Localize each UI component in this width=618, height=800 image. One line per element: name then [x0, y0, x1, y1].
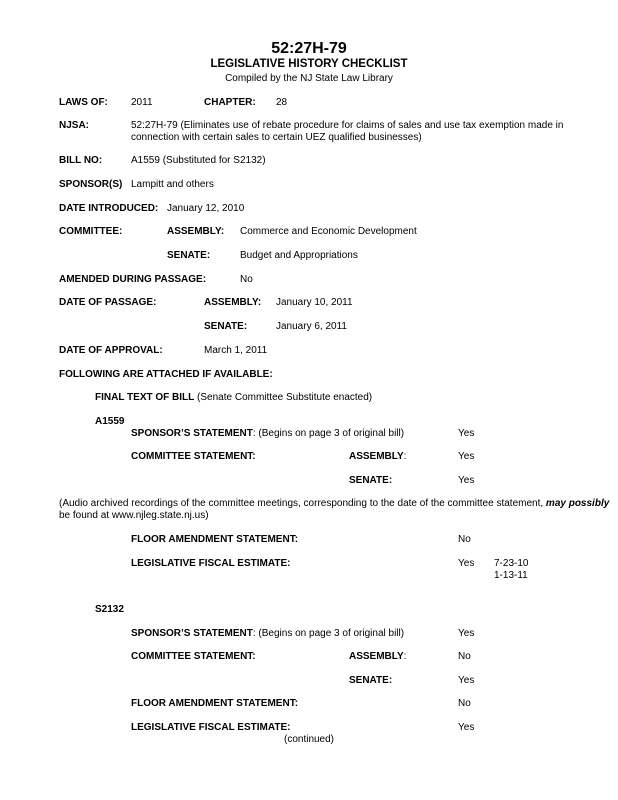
committee-senate-label: SENATE: [167, 250, 211, 261]
chapter-value: 28 [276, 97, 288, 108]
s2132-assembly-line [349, 651, 406, 663]
a1559-fiscal-date-2: 1-13-11 [494, 570, 528, 581]
audio-note-line-2: be found at www.njleg.state.nj.us) [59, 510, 209, 521]
committee-senate-value: Budget and Appropriations [240, 250, 358, 261]
chapter-label: CHAPTER: [204, 97, 256, 108]
sponsor-label: SPONSOR(S) [59, 179, 123, 190]
s2132-sponsor-label: SPONSOR’S STATEMENT [131, 628, 253, 639]
audio-note-text: (Audio archived recordings of the committee meetings, corresponding to the date of the committee statement, [59, 498, 546, 509]
date-introduced-value: January 12, 2010 [167, 203, 245, 214]
audio-note-line-1 [59, 498, 609, 510]
s2132-assembly-label: ASSEMBLY [349, 651, 404, 662]
approval-value: March 1, 2011 [204, 345, 268, 356]
a1559-fiscal-value: Yes [458, 558, 475, 569]
page-title: LEGISLATIVE HISTORY CHECKLIST [210, 58, 408, 70]
s2132-sponsor-note: : (Begins on page 3 of original bill) [252, 628, 405, 639]
a1559-assembly-value: Yes [458, 451, 475, 462]
a1559-assembly-label: ASSEMBLY [349, 451, 404, 462]
s2132-committee-label: COMMITTEE STATEMENT: [131, 651, 256, 662]
bill-no-label: BILL NO: [59, 155, 103, 166]
a1559-sponsor-label: SPONSOR’S STATEMENT [131, 428, 253, 439]
a1559-floor-label: FLOOR AMENDMENT STATEMENT: [131, 534, 299, 545]
a1559-committee-label: COMMITTEE STATEMENT: [131, 451, 256, 462]
amended-value: No [240, 274, 253, 285]
a1559-floor-value: No [458, 534, 471, 545]
a1559-assembly-colon: : [403, 451, 407, 462]
a1559-fiscal-date-1: 7-23-10 [494, 558, 529, 569]
s2132-heading: S2132 [95, 604, 124, 615]
a1559-senate-label: SENATE: [349, 475, 393, 486]
njsa-line-2: connection with certain sales to certain UEZ qualified businesses) [131, 132, 422, 143]
a1559-assembly-line [349, 451, 406, 463]
committee-assembly-label: ASSEMBLY: [167, 226, 225, 237]
s2132-assembly-colon: : [403, 651, 407, 662]
s2132-senate-label: SENATE: [349, 675, 393, 686]
njsa-label: NJSA: [59, 120, 90, 131]
passage-senate-label: SENATE: [204, 321, 248, 332]
compiled-by: Compiled by the NJ State Law Library [225, 73, 393, 84]
laws-of-value: 2011 [131, 97, 153, 108]
final-text-line [95, 392, 372, 404]
laws-of-label: LAWS OF: [59, 97, 108, 108]
a1559-sponsor-value: Yes [458, 428, 475, 439]
passage-assembly-value: January 10, 2011 [276, 297, 353, 308]
s2132-assembly-value: No [458, 651, 471, 662]
page-code: 52:27H-79 [271, 40, 347, 57]
s2132-fiscal-label: LEGISLATIVE FISCAL ESTIMATE: [131, 722, 291, 733]
continued-note: (continued) [283, 734, 335, 745]
s2132-senate-value: Yes [458, 675, 475, 686]
s2132-fiscal-value: Yes [458, 722, 475, 733]
s2132-floor-value: No [458, 698, 471, 709]
passage-assembly-label: ASSEMBLY: [204, 297, 262, 308]
a1559-sponsor-note: : (Begins on page 3 of original bill) [252, 428, 405, 439]
a1559-fiscal-label: LEGISLATIVE FISCAL ESTIMATE: [131, 558, 291, 569]
passage-senate-value: January 6, 2011 [276, 321, 347, 332]
s2132-sponsor-value: Yes [458, 628, 475, 639]
committee-label: COMMITTEE: [59, 226, 123, 237]
sponsor-value: Lampitt and others [131, 179, 214, 190]
passage-label: DATE OF PASSAGE: [59, 297, 157, 308]
s2132-sponsor-line [131, 628, 404, 640]
bill-no-value: A1559 (Substituted for S2132) [131, 155, 266, 166]
approval-label: DATE OF APPROVAL: [59, 345, 163, 356]
final-text-value: (Senate Committee Substitute enacted) [197, 392, 373, 403]
committee-assembly-value: Commerce and Economic Development [240, 226, 417, 237]
date-introduced-label: DATE INTRODUCED: [59, 203, 159, 214]
audio-note-emphasis: may possibly [545, 498, 610, 509]
njsa-line-1: 52:27H-79 (Eliminates use of rebate procedure for claims of sales and use tax exemption made in [131, 120, 564, 131]
a1559-senate-value: Yes [458, 475, 475, 486]
amended-label: AMENDED DURING PASSAGE: [59, 274, 207, 285]
a1559-heading: A1559 [95, 416, 125, 427]
final-text-label: FINAL TEXT OF BILL [95, 392, 195, 403]
following-heading: FOLLOWING ARE ATTACHED IF AVAILABLE: [59, 369, 273, 380]
a1559-sponsor-line [131, 428, 404, 440]
s2132-floor-label: FLOOR AMENDMENT STATEMENT: [131, 698, 299, 709]
